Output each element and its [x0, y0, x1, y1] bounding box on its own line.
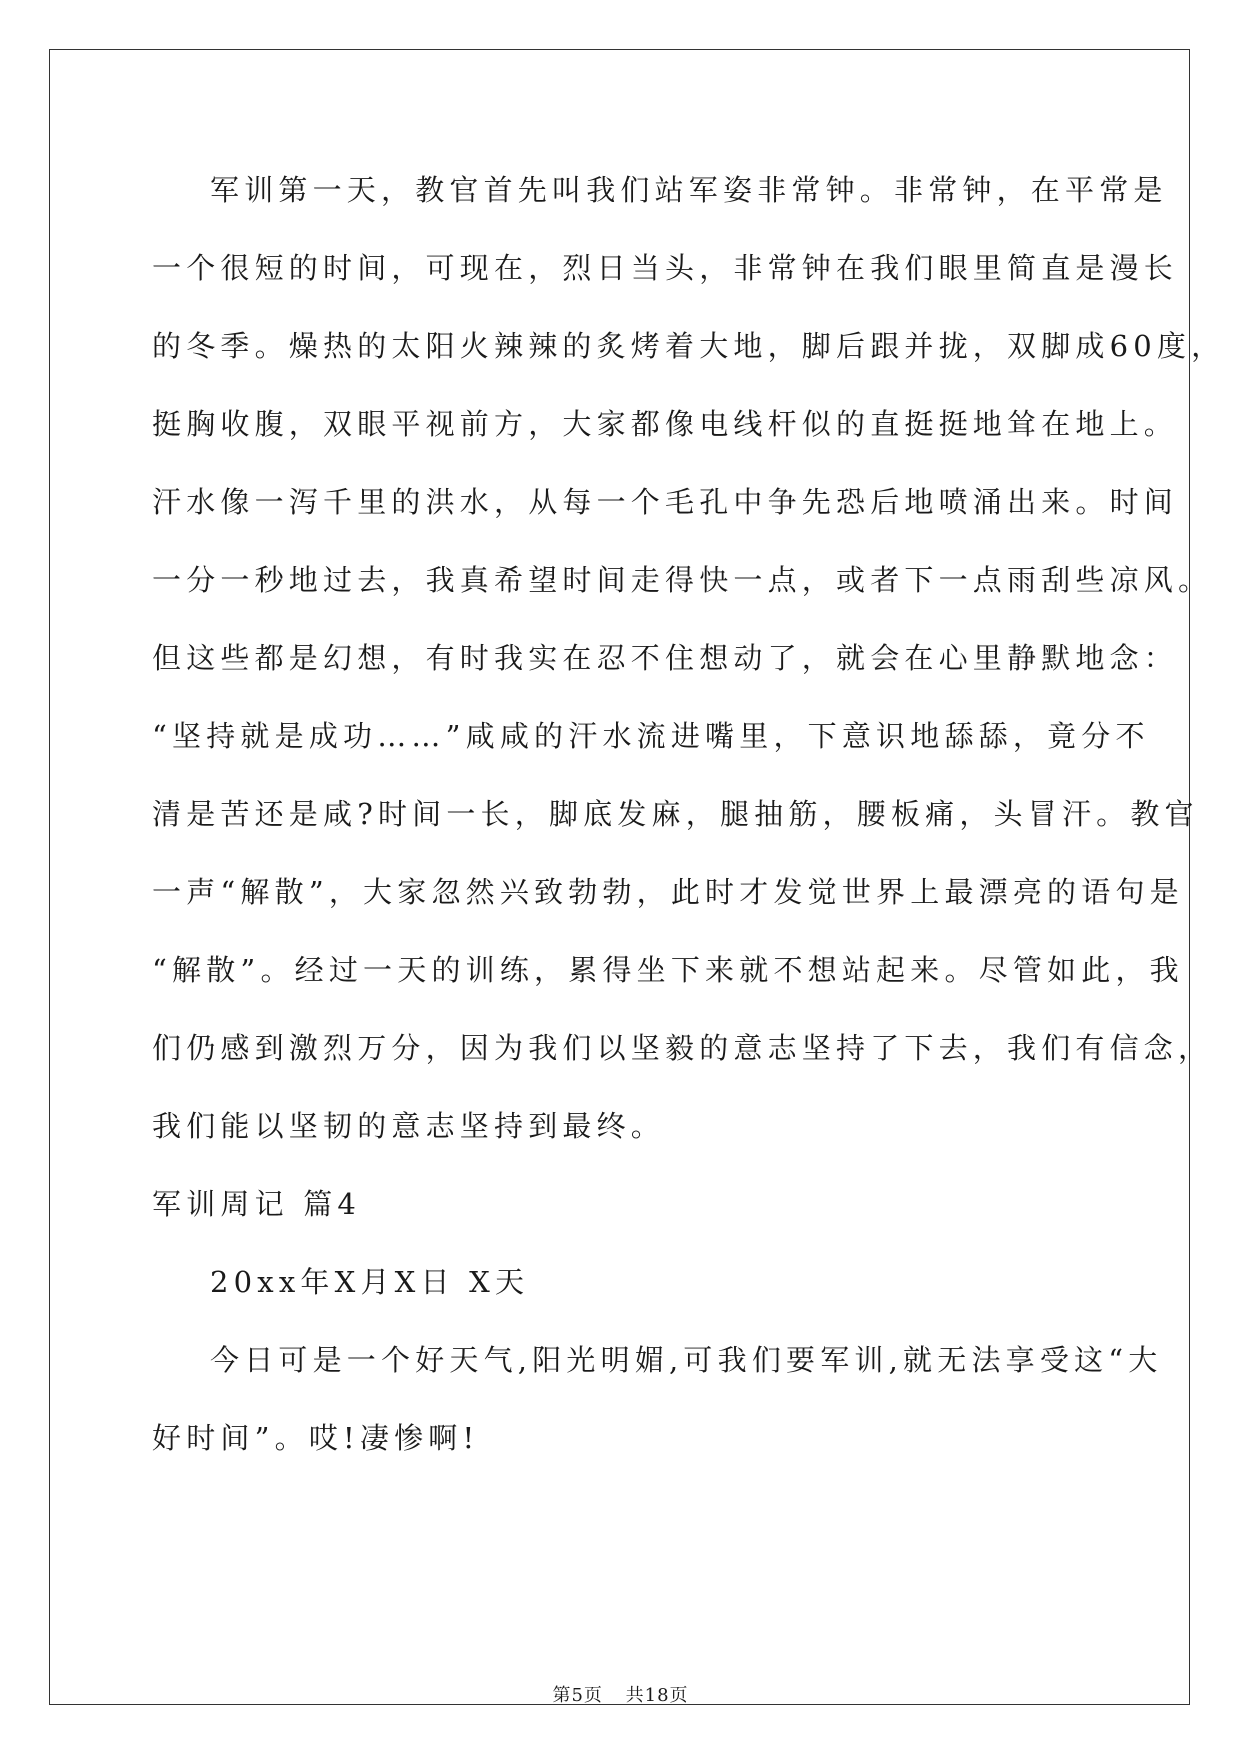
paragraph-line: “坚持就是成功……”咸咸的汗水流进嘴里，下意识地舔舔，竟分不 — [152, 719, 1150, 753]
paragraph-line: 好时间”。哎!凄惨啊! — [152, 1421, 480, 1455]
paragraph-line: 挺胸收腹，双眼平视前方，大家都像电线杆似的直挺挺地耸在地上。 — [152, 407, 1179, 441]
paragraph-line: 军训第一天，教官首先叫我们站军姿非常钟。非常钟，在平常是 — [210, 173, 1168, 207]
date-line: 20xx年X月X日 X天 — [210, 1265, 530, 1299]
paragraph-line: 但这些都是幻想，有时我实在忍不住想动了，就会在心里静默地念： — [152, 641, 1179, 675]
paragraph-line: 今日可是一个好天气,阳光明媚,可我们要军训,就无法享受这“大 — [210, 1343, 1163, 1377]
page-footer — [0, 1681, 1241, 1707]
page-number: 第5页 — [552, 1685, 603, 1706]
paragraph-line: 汗水像一泻千里的洪水，从每一个毛孔中争先恐后地喷涌出来。时间 — [152, 485, 1179, 519]
page-total: 共18页 — [625, 1685, 689, 1706]
paragraph-line: “解散”。经过一天的训练，累得坐下来就不想站起来。尽管如此，我 — [152, 953, 1184, 987]
paragraph-line: 们仍感到激烈万分，因为我们以坚毅的意志坚持了下去，我们有信念， — [152, 1031, 1213, 1065]
paragraph-line: 的冬季。燥热的太阳火辣辣的炙烤着大地，脚后跟并拢，双脚成60度， — [152, 329, 1226, 363]
paragraph-line: 我们能以坚韧的意志坚持到最终。 — [152, 1109, 666, 1143]
paragraph-line: 一分一秒地过去，我真希望时间走得快一点，或者下一点雨刮些凉风。 — [152, 563, 1213, 597]
section-title: 军训周记 篇4 — [152, 1187, 362, 1221]
paragraph-line: 一个很短的时间，可现在，烈日当头，非常钟在我们眼里简直是漫长 — [152, 251, 1179, 285]
paragraph-line: 清是苦还是咸?时间一长，脚底发麻，腿抽筋，腰板痛，头冒汗。教官 — [152, 797, 1199, 831]
paragraph-line: 一声“解散”，大家忽然兴致勃勃，此时才发觉世界上最漂亮的语句是 — [152, 875, 1184, 909]
